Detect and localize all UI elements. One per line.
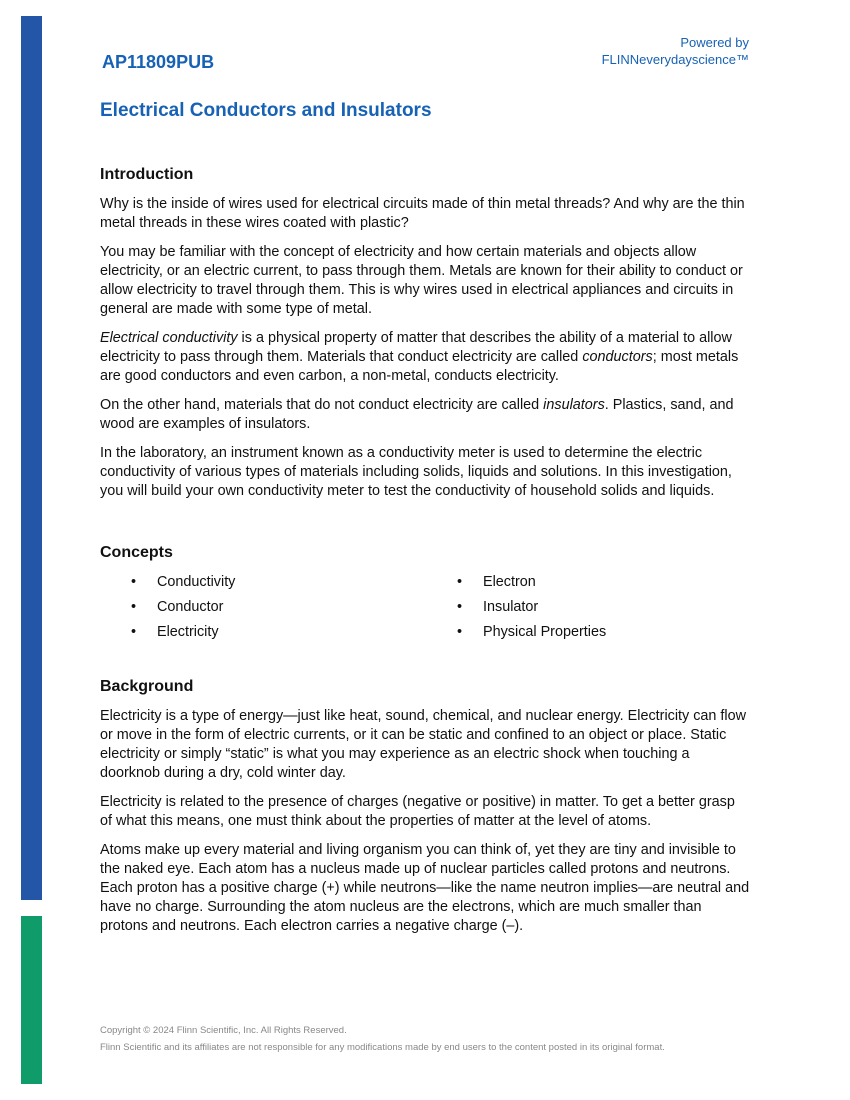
bullet-icon: • [457,574,463,590]
intro-paragraph-4 [100,396,750,434]
intro-paragraph-1: Why is the inside of wires used for electrical circuits made of thin metal threads? And why are the thin metal threads in these wires coated with plastic? [100,196,745,231]
concept-label: Conductivity [157,574,236,590]
concepts-list [131,573,750,642]
concepts-section [100,543,750,642]
left-accent-bar-green [21,916,42,1084]
background-paragraph-1: Electricity is a type of energy—just like heat, sound, chemical, and nuclear energy. Electricity can flow or move in the form of electric currents, or it can be static and confined to an object or place. Static electricity or simply “static” is what you may experience as an electric shock when touching a doorknob during a dry, cold winter day. [100,708,747,781]
brand-name: FLINNeverydayscience™ [601,52,749,67]
powered-by-line: Powered by [680,35,749,50]
bullet-icon: • [131,574,137,590]
concept-label: Conductor [157,599,224,615]
background-heading: Background [100,678,194,695]
intro-p4-text-a: On the other hand, materials that do not conduct electricity are called [100,397,544,413]
bullet-icon: • [131,624,137,640]
term-conductors: conductors [582,349,653,365]
powered-by-logo [602,34,749,68]
disclaimer-notice: Flinn Scientific and its affiliates are not responsible for any modifications made by end users to the content posted in its original format. [100,1042,665,1053]
left-accent-bar-blue [21,16,42,900]
intro-paragraph-2: You may be familiar with the concept of electricity and how certain materials and objects allow electricity, or an electric current, to pass through them. Metals are known for their ability to conduct or allow electricity to travel through them. This is why wires used in electrical appliances and circuits in general are made with some type of metal. [100,244,743,317]
page-footer [100,1022,665,1056]
concepts-heading: Concepts [100,544,173,561]
bullet-icon: • [131,599,137,615]
concept-label: Electricity [157,624,219,640]
list-item [457,598,757,617]
concept-label: Electron [483,574,536,590]
copyright-notice: Copyright © 2024 Flinn Scientific, Inc. All Rights Reserved. [100,1025,347,1036]
background-section [100,677,750,936]
bullet-icon: • [457,599,463,615]
introduction-heading: Introduction [100,166,194,183]
introduction-section [100,165,750,501]
list-item [131,573,457,592]
term-insulators: insulators [543,397,605,413]
intro-p4-text-b: . Plastics, sand, and wood are examples of insulators. [100,397,734,432]
intro-p3-text-b: ; most metals are good conductors and even carbon, a non-metal, conducts electricity. [100,349,739,384]
bullet-icon: • [457,624,463,640]
list-item [457,573,757,592]
intro-paragraph-5: In the laboratory, an instrument known as a conductivity meter is used to determine the electric conductivity of various types of materials including solids, liquids and solutions. In this investigation, you will build your own conductivity meter to test the conductivity of household solids and liquids. [100,445,732,499]
intro-p3-text-a: is a physical property of matter that describes the ability of a material to allow electricity to pass through them. Materials that conduct electricity are called [100,330,732,365]
list-item [457,623,757,642]
list-item [131,623,457,642]
document-body [100,165,750,946]
term-electrical-conductivity: Electrical conductivity [100,330,238,346]
document-id: AP11809PUB [102,52,215,72]
page-title: Electrical Conductors and Insulators [100,100,432,121]
background-paragraph-3: Atoms make up every material and living organism you can think of, yet they are tiny and invisible to the naked eye. Each atom has a nucleus made up of nuclear particles called protons and neutrons. Each proton has a positive charge (+) while neutrons—like the name neutron implies—are neutral and have no charge. Surrounding the atom nucleus are the electrons, which are much smaller than protons and neutrons. Each electron carries a negative charge (–). [100,842,750,934]
intro-paragraph-3 [100,329,750,386]
concept-label: Physical Properties [483,624,607,640]
background-paragraph-2: Electricity is related to the presence of charges (negative or positive) in matter. To get a better grasp of what this means, one must think about the properties of matter at the level of atoms. [100,794,735,829]
list-item [131,598,457,617]
concept-label: Insulator [483,599,539,615]
